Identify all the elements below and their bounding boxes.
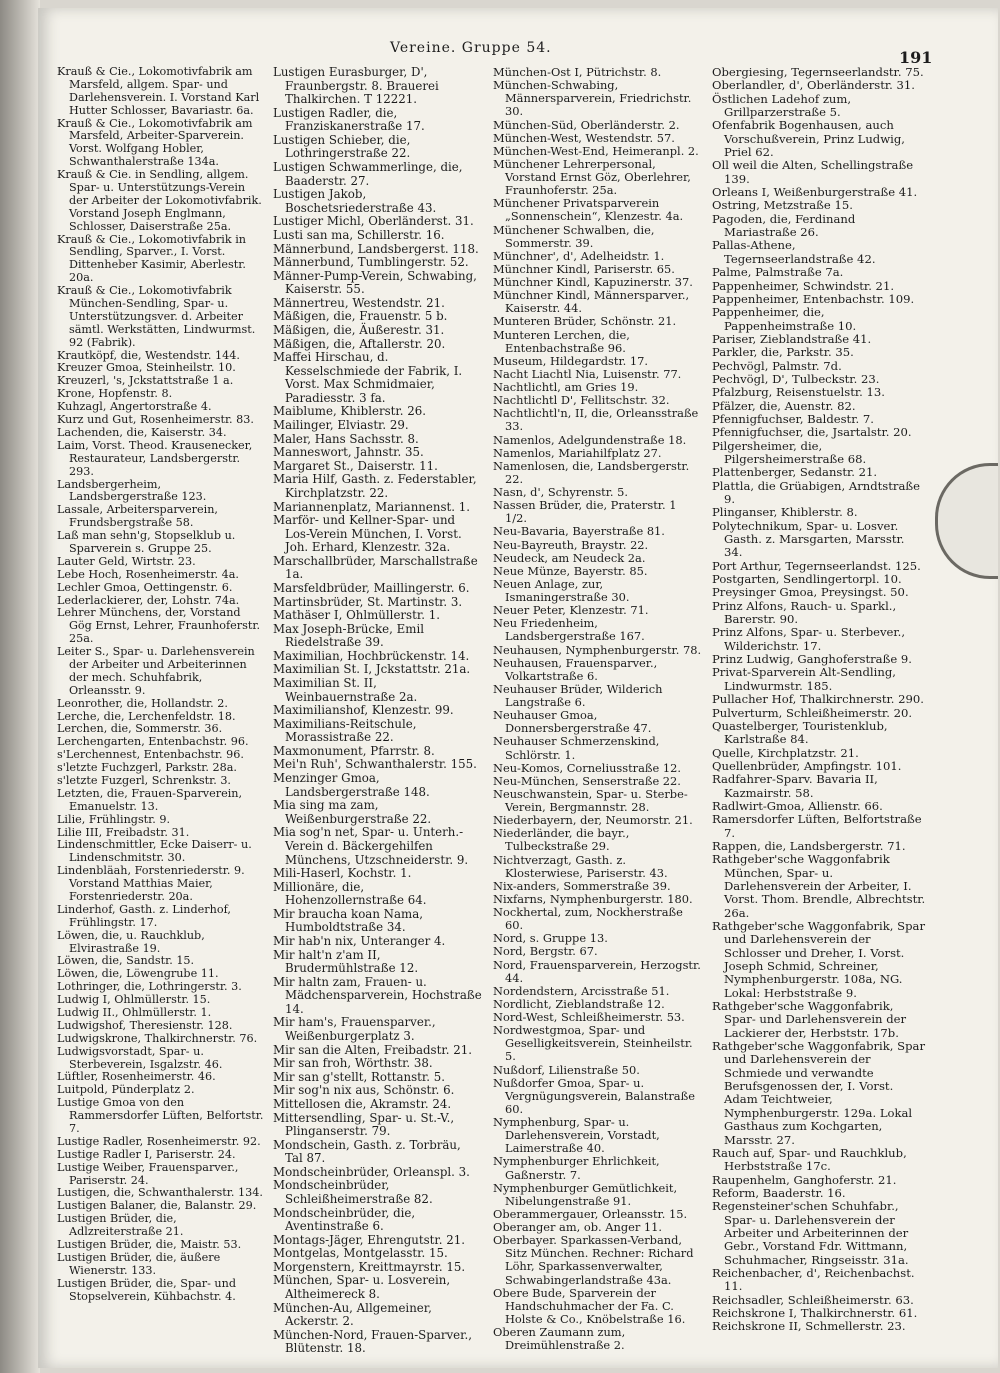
directory-entry: Plinganser, Khiblerstr. 8. bbox=[712, 505, 858, 520]
directory-entry: Neuhauser Brüder, Wilderich Langstraße 6. bbox=[493, 681, 663, 709]
directory-entry: Namenlos, Mariahilfplatz 27. bbox=[493, 445, 662, 460]
directory-entry: Pfälzer, die, Auenstr. 82. bbox=[712, 398, 856, 413]
directory-entry: Nasn, d', Schyrenstr. 5. bbox=[493, 485, 629, 499]
directory-entry: Maximilians-Reitschule, Morassistraße 22. bbox=[273, 716, 417, 745]
directory-entry: Leiter S., Spar- u. Darlehensverein der Arbeiter und Arbeiterinnen der mech. Schuhfabrik, Orleansstr. 9. bbox=[57, 645, 255, 697]
directory-entry: Plattenberger, Sedanstr. 21. bbox=[712, 465, 878, 480]
column-1 bbox=[57, 66, 264, 1304]
directory-entry: Krone, Hopfenstr. 8. bbox=[57, 387, 173, 401]
directory-entry: Quastelberger, Touristenklub, Karlstraße 84. bbox=[712, 718, 888, 747]
directory-entry: Männerbund, Landsbergerst. 118. bbox=[273, 241, 479, 256]
directory-entry: Pappenheimer, die, Pappenheimstraße 10. bbox=[712, 305, 857, 333]
directory-entry: Mariannenplatz, Mariannenst. 1. bbox=[273, 499, 471, 514]
directory-entry: Orleans I, Weißenburgerstraße 41. bbox=[712, 185, 918, 200]
directory-entry: Lustigen Balaner, die, Balanstr. 29. bbox=[57, 1199, 257, 1213]
directory-entry: Männerbund, Tumblingerstr. 52. bbox=[273, 255, 469, 270]
directory-entry: Laim, Vorst. Theod. Krausenecker, Restaurateur, Landsbergerstr. 293. bbox=[57, 438, 253, 478]
directory-entry: Reichenbacher, d', Reichenbachst. 11. bbox=[712, 1265, 915, 1294]
directory-entry: s'letzte Fuzgerl, Schrenkstr. 3. bbox=[57, 773, 231, 787]
directory-entry: Mäßigen, die, Äußerestr. 31. bbox=[273, 322, 445, 337]
directory-entry: Pulverturm, Schleißheimerstr. 20. bbox=[712, 705, 913, 720]
directory-entry: Mathäser I, Ohlmüllerstr. 1. bbox=[273, 608, 440, 623]
directory-entry: Maxmonument, Pfarrstr. 8. bbox=[273, 743, 435, 758]
directory-entry: Neu-Bayreuth, Braystr. 22. bbox=[493, 537, 649, 552]
directory-entry: Nordendstern, Arcisstraße 51. bbox=[493, 983, 670, 998]
directory-entry: Pfennigfuchser, die, Jsartalstr. 20. bbox=[712, 425, 912, 440]
directory-entry: Namenlosen, die, Landsbergerstr. 22. bbox=[493, 458, 690, 486]
directory-entry: Löwen, die, u. Rauchklub, Elvirastraße 19. bbox=[57, 928, 205, 955]
page-number: 191 bbox=[899, 48, 933, 67]
directory-entry: s'Lerchennest, Entenbachstr. 96. bbox=[57, 748, 244, 762]
directory-entry: Nassen Brüder, die, Praterstr. 1 1/2. bbox=[493, 498, 677, 526]
directory-entry: Münchner Kindl, Kapuzinerstr. 37. bbox=[493, 275, 693, 289]
directory-entry: Quelle, Kirchplatzstr. 21. bbox=[712, 745, 859, 760]
directory-entry: Nichtverzagt, Gasth. z. Klosterwiese, Pariserstr. 43. bbox=[493, 852, 668, 880]
directory-entry: Münchener Privatsparverein „Sonnenschein“, Klenzestr. 4a. bbox=[493, 196, 684, 224]
directory-entry: Neue Münze, Bayerstr. 85. bbox=[493, 563, 648, 578]
directory-entry: Maiblume, Khiblerstr. 26. bbox=[273, 404, 427, 419]
directory-entry: Münchner Kindl, Pariserstr. 65. bbox=[493, 261, 675, 276]
directory-entry: Lustige Radler, Rosenheimerstr. 92. bbox=[57, 1134, 261, 1148]
directory-entry: Maximilian St. II, Weinbauernstraße 2a. bbox=[273, 676, 418, 704]
directory-entry: Munteren Lerchen, die, Entenbachstraße 96. bbox=[493, 327, 630, 355]
directory-entry: Lustigen Radler, die, Franziskanerstraße 17. bbox=[273, 105, 425, 134]
directory-entry: Krauß & Cie. in Sendling, allgem. Spar- u. Unterstützungs-Verein der Arbeiter der Lokomotivfabrik. Vorstand Joseph Englmann, Schlosser, Daiserstraße 25a. bbox=[57, 168, 262, 233]
directory-entry: Lilie, Frühlingstr. 9. bbox=[57, 812, 171, 826]
directory-entry: Pariser, Zieblandstraße 41. bbox=[712, 331, 872, 346]
directory-entry: Nußdorfer Gmoa, Spar- u. Vergnügungsverein, Balanstraße 60. bbox=[493, 1075, 695, 1116]
directory-entry: Lustiger Michl, Oberländerst. 31. bbox=[273, 214, 474, 229]
directory-entry: Lachenden, die, Kaiserstr. 34. bbox=[57, 425, 227, 439]
directory-entry: Mondscheinbrüder, Orleanspl. 3. bbox=[273, 1164, 470, 1179]
directory-entry: Kreuzer Gmoa, Steinheilstr. 10. bbox=[57, 361, 236, 375]
directory-entry: Oberlandler, d', Oberländerstr. 31. bbox=[712, 78, 915, 93]
directory-entry: Lustige Weiber, Frauensparver., Pariserstr. 24. bbox=[57, 1160, 239, 1187]
directory-entry: Lustigen Brüder, die, Maistr. 53. bbox=[57, 1238, 242, 1252]
directory-entry: Lüftler, Rosenheimerstr. 46. bbox=[57, 1070, 216, 1084]
directory-entry: München-Ost I, Pütrichstr. 8. bbox=[493, 65, 662, 79]
directory-entry: Raupenhelm, Ganghoferstr. 21. bbox=[712, 1172, 897, 1187]
directory-entry: Lustigen, die, Schwanthalerstr. 134. bbox=[57, 1186, 263, 1200]
directory-entry: Leonrother, die, Hollandstr. 2. bbox=[57, 696, 228, 710]
directory-entry: Lustigen Brüder, die, Adlzreiterstraße 21. bbox=[57, 1212, 184, 1239]
directory-entry: Rathgeber'sche Waggonfabrik, Spar- und Darlehensverein der Lackierer der, Herbststr. 17b. bbox=[712, 999, 907, 1040]
directory-entry: Krautköpf, die, Westendstr. 144. bbox=[57, 348, 240, 362]
directory-entry: Neuhauser Gmoa, Donnersbergerstraße 47. bbox=[493, 708, 652, 736]
directory-entry: Pappenheimer, Entenbachstr. 109. bbox=[712, 291, 915, 306]
directory-entry: Ramersdorfer Lüften, Belfortstraße 7. bbox=[712, 812, 922, 840]
directory-entry: Palme, Palmstraße 7a. bbox=[712, 265, 844, 280]
directory-entry: Lustige Radler I, Pariserstr. 24. bbox=[57, 1147, 236, 1161]
binder-clip bbox=[935, 463, 998, 579]
directory-entry: Maximilian, Hochbrückenstr. 14. bbox=[273, 648, 470, 663]
directory-entry: Lauter Geld, Wirtstr. 23. bbox=[57, 554, 196, 568]
directory-entry: Nacht Liachtl Nia, Luisenstr. 77. bbox=[493, 366, 682, 381]
directory-entry: Quellenbrüder, Ampfingstr. 101. bbox=[712, 758, 902, 773]
directory-entry: Mia sog'n net, Spar- u. Unterh.-Verein d. Bäckergehilfen Münchens, Utzschneiderstr. 9. bbox=[273, 825, 469, 867]
directory-entry: Reichsadler, Schleißheimerstr. 63. bbox=[712, 1292, 914, 1307]
directory-entry: Reichskrone I, Thalkirchnerstr. 61. bbox=[712, 1305, 918, 1320]
directory-entry: Männer-Pump-Verein, Schwabing, Kaiserstr. 55. bbox=[273, 268, 477, 297]
directory-entry: München-Au, Allgemeiner, Ackerstr. 2. bbox=[273, 1300, 432, 1329]
directory-entry: Lindenbläah, Forstenriederstr. 9. Vorstand Matthias Maier, Forstenriederstr. 20a. bbox=[57, 864, 245, 903]
directory-entry: Oll weil die Alten, Schellingstraße 139. bbox=[712, 158, 914, 186]
directory-entry: München-West-End, Heimeranpl. 2. bbox=[493, 143, 699, 158]
directory-entry: Mia sing ma zam, Weißenburgerstraße 22. bbox=[273, 798, 432, 826]
directory-entry: Löwen, die, Sandstr. 15. bbox=[57, 954, 195, 968]
directory-entry: Laß man sehn'g, Stopselklub u. Sparverein s. Gruppe 25. bbox=[57, 529, 236, 555]
directory-entry: Mäßigen, die, Frauenstr. 5 b. bbox=[273, 309, 448, 324]
column-4 bbox=[712, 66, 926, 1334]
page-header: Vereine. Gruppe 54. bbox=[390, 40, 552, 56]
directory-entry: Millionäre, die, Hohenzollernstraße 64. bbox=[273, 879, 427, 908]
directory-entry: Männertreu, Westendstr. 21. bbox=[273, 295, 445, 310]
previous-page-edge bbox=[0, 0, 40, 1373]
directory-entry: Parkler, die, Parkstr. 35. bbox=[712, 345, 854, 360]
directory-entry: Pfennigfuchser, Baldestr. 7. bbox=[712, 411, 874, 426]
directory-entry: Nordwestgmoa, Spar- und Geselligkeitsverein, Steinheilstr. 5. bbox=[493, 1023, 693, 1064]
directory-entry: Radfahrer-Sparv. Bavaria II, Kazmairstr. 58. bbox=[712, 772, 878, 800]
directory-entry: Nord, Bergstr. 67. bbox=[493, 944, 598, 959]
directory-entry: Kuhzagl, Angertorstraße 4. bbox=[57, 400, 212, 414]
directory-entry: Prinz Alfons, Rauch- u. Sparkl., Barerstr. 90. bbox=[712, 598, 897, 627]
directory-entry: Lerchen, die, Sommerstr. 36. bbox=[57, 722, 223, 736]
directory-entry: Pilgersheimer, die, Pilgersheimerstraße 68. bbox=[712, 438, 867, 466]
directory-entry: Löwen, die, Löwengrube 11. bbox=[57, 967, 219, 981]
directory-entry: Obere Bude, Sparverein der Handschuhmacher der Fa. C. Holste & Co., Knöbelstraße 16. bbox=[493, 1285, 686, 1326]
directory-entry: Mir san froh, Wörthstr. 38. bbox=[273, 1056, 433, 1071]
directory-entry: Postgarten, Sendlingertorpl. 10. bbox=[712, 572, 902, 587]
directory-entry: Krauß & Cie., Lokomotivfabrik München-Sendling, Spar- u. Unterstützungsver. d. Arbeiter sämtl. Werkstätten, Lindwurmst. 92 (Fabrik). bbox=[57, 284, 256, 349]
directory-entry: Nockhertal, zum, Nockherstraße 60. bbox=[493, 905, 683, 933]
directory-entry: Martinsbrüder, St. Martinstr. 3. bbox=[273, 594, 463, 609]
directory-entry: Letzten, die, Frauen-Sparverein, Emanuelstr. 13. bbox=[57, 786, 243, 813]
directory-entry: Lassale, Arbeitersparverein, Frundsbergstraße 58. bbox=[57, 503, 218, 530]
directory-entry: Lindenschmittler, Ecke Daiserr- u. Lindenschmitstr. 30. bbox=[57, 838, 252, 865]
directory-entry: Nachtlichtl D', Fellitschstr. 32. bbox=[493, 393, 670, 408]
directory-entry: Lebe Hoch, Rosenheimerstr. 4a. bbox=[57, 567, 239, 581]
directory-entry: Krauß & Cie., Lokomotivfabrik am Marsfeld, Arbeiter-Sparverein. Vorst. Wolfgang Hobler, Schwanthalerstraße 134a. bbox=[57, 116, 253, 169]
directory-entry: Lustigen Eurasburger, D', Fraunbergstr. 8. Brauerei Thalkirchen. T 12221. bbox=[273, 65, 439, 107]
directory-entry: Marför- und Kellner-Spar- und Los-Verein München, I. Vorst. Joh. Erhard, Klenzestr. 32a. bbox=[273, 513, 462, 555]
directory-entry: Lustigen Schieber, die, Lothringerstraße 22. bbox=[273, 132, 411, 161]
directory-entry: Landsbergerheim, Landsbergerstraße 123. bbox=[57, 477, 207, 504]
directory-entry: Max Joseph-Brücke, Emil Riedelstraße 39. bbox=[273, 621, 425, 650]
directory-entry: Nymphenburg, Spar- u. Darlehensverein, Vorstadt, Laimerstraße 40. bbox=[493, 1115, 660, 1156]
directory-entry: Nix-anders, Sommerstraße 39. bbox=[493, 878, 671, 893]
directory-entry: Prinz Ludwig, Ganghoferstraße 9. bbox=[712, 652, 912, 667]
directory-entry: Münchner', d', Adelheidstr. 1. bbox=[493, 248, 665, 263]
directory-entry: Neu-München, Senserstraße 22. bbox=[493, 773, 681, 788]
directory-entry: München, Spar- u. Losverein, Altheimereck 8. bbox=[273, 1273, 451, 1302]
directory-entry: Preysinger Gmoa, Preysingst. 50. bbox=[712, 585, 909, 600]
directory-entry: Pfalzburg, Reisenstuelstr. 13. bbox=[712, 385, 885, 400]
directory-entry: Mir haltn zam, Frauen- u. Mädchensparverein, Hochstraße 14. bbox=[273, 974, 482, 1016]
directory-entry: Museum, Hildegardstr. 17. bbox=[493, 353, 649, 368]
directory-entry: Oberbayer. Sparkassen-Verband, Sitz München. Rechner: Richard Löhr, Sparkassenverwalter, Schwabingerlandstraße 43a. bbox=[493, 1233, 694, 1287]
directory-entry: Neudeck, am Neudeck 2a. bbox=[493, 550, 646, 565]
directory-entry: Mili-Haserl, Kochstr. 1. bbox=[273, 866, 412, 881]
directory-entry: Rappen, die, Landsbergerstr. 71. bbox=[712, 838, 906, 853]
directory-entry: Münchener Schwalben, die, Sommerstr. 39. bbox=[493, 222, 655, 250]
directory-entry: Mir halt'n z'am II, Brudermühlstraße 12. bbox=[273, 947, 419, 976]
directory-entry: Nymphenburger Ehrlichkeit, Gaßnerstr. 7. bbox=[493, 1154, 660, 1182]
directory-entry: Rathgeber'sche Waggonfabrik, Spar und Darlehensverein der Schmiede und verwandte Berufsgenossen der, I. Vorst. Adam Teichtweier, Nymphenburgerstr. 129a. Lokal Gasthaus zum Kochgarten, Marsstr. 27. bbox=[712, 1039, 925, 1147]
directory-entry: Nachtlichtl'n, II, die, Orleansstraße 33. bbox=[493, 406, 699, 434]
directory-entry: Lerche, die, Lerchenfeldstr. 18. bbox=[57, 709, 236, 723]
directory-entry: Ostring, Metzstraße 15. bbox=[712, 198, 853, 213]
directory-entry: Margaret St., Daiserstr. 11. bbox=[273, 458, 438, 473]
directory-entry: Pullacher Hof, Thalkirchnerstr. 290. bbox=[712, 692, 924, 707]
directory-entry: Neu-Komos, Corneliusstraße 12. bbox=[493, 760, 682, 775]
directory-entry: Oberanger am, ob. Anger 11. bbox=[493, 1220, 663, 1234]
directory-entry: Neuhausen, Frauensparver., Volkartstraße 6. bbox=[493, 655, 658, 683]
directory-entry: Pappenheimer, Schwindstr. 21. bbox=[712, 278, 894, 293]
directory-entry: Pagoden, die, Ferdinand Mariastraße 26. bbox=[712, 211, 856, 240]
directory-entry: München-Süd, Oberländerstr. 2. bbox=[493, 117, 680, 132]
directory-entry: Neuhauser Schmerzenskind, Schlörstr. 1. bbox=[493, 734, 660, 762]
directory-entry: Niederbayern, der, Neumorstr. 21. bbox=[493, 813, 693, 828]
directory-entry: Mir ham's, Frauensparver., Weißenburgerplatz 3. bbox=[273, 1015, 436, 1044]
directory-entry: Maximilianshof, Klenzestr. 99. bbox=[273, 703, 454, 718]
directory-entry: Pechvögl, D', Tulbeckstr. 23. bbox=[712, 371, 880, 386]
directory-entry: Maffei Hirschau, d. Kesselschmiede der Fabrik, I. Vorst. Max Schmidmaier, Paradiesstr. 3 fa. bbox=[273, 350, 463, 405]
directory-entry: München-West, Westendstr. 57. bbox=[493, 130, 675, 145]
directory-entry: Ofenfabrik Bogenhausen, auch Vorschußverein, Prinz Ludwig, Priel 62. bbox=[712, 118, 905, 160]
directory-entry: Mäßigen, die, Aftallerstr. 20. bbox=[273, 336, 446, 351]
directory-entry: Neuen Anlage, zur, Ismaningerstraße 30. bbox=[493, 576, 630, 604]
directory-entry: Privat-Sparverein Alt-Sendling, Lindwurmstr. 185. bbox=[712, 665, 896, 693]
directory-entry: Östlichen Ladehof zum, Grillparzerstraße 5. bbox=[712, 91, 852, 120]
directory-entry: Reichskrone II, Schmellerstr. 23. bbox=[712, 1319, 906, 1334]
directory-entry: Reform, Baaderstr. 16. bbox=[712, 1185, 846, 1200]
directory-entry: Prinz Alfons, Spar- u. Sterbever., Wilderichstr. 17. bbox=[712, 625, 906, 653]
directory-entry: Port Arthur, Tegernseerlandst. 125. bbox=[712, 558, 921, 573]
directory-entry: Niederländer, die bayr., Tulbeckstraße 29. bbox=[493, 826, 630, 854]
directory-entry: s'letzte Fuchzgerl, Parkstr. 28a. bbox=[57, 761, 237, 775]
directory-entry: Münchner Kindl, Männersparver., Kaiserstr. 44. bbox=[493, 288, 690, 316]
directory-entry: München-Nord, Frauen-Sparver., Blütenstr. 18. bbox=[273, 1327, 472, 1356]
directory-entry: Lustige Gmoa von den Rammersdorfer Lüften, Belfortstr. 7. bbox=[57, 1096, 264, 1136]
column-2 bbox=[273, 66, 482, 1356]
directory-entry: Ludwig II., Ohlmüllerstr. 1. bbox=[57, 1006, 212, 1020]
directory-entry: Munteren Brüder, Schönstr. 21. bbox=[493, 314, 677, 329]
directory-entry: Montags-Jäger, Ehrengutstr. 21. bbox=[273, 1232, 465, 1247]
directory-entry: Rauch auf, Spar- und Rauchklub, Herbststraße 17c. bbox=[712, 1145, 907, 1174]
directory-entry: Neu Friedenheim, Landsbergerstraße 167. bbox=[493, 616, 645, 644]
directory-entry: Mir san g'stellt, Rottanstr. 5. bbox=[273, 1069, 446, 1084]
directory-entry: Mir sog'n nix aus, Schönstr. 6. bbox=[273, 1083, 455, 1098]
directory-entry: Maximilian St. I, Jckstattstr. 21a. bbox=[273, 662, 471, 677]
directory-entry: Mondscheinbrüder, die, Aventinstraße 6. bbox=[273, 1205, 416, 1234]
directory-entry: Lerchengarten, Entenbachstr. 96. bbox=[57, 735, 249, 749]
directory-entry: Münchener Lehrerpersonal, Vorstand Ernst Göz, Oberlehrer, Fraunhoferstr. 25a. bbox=[493, 156, 691, 198]
directory-entry: Ludwigsvorstadt, Spar- u. Sterbeverein, Isgalzstr. 46. bbox=[57, 1044, 223, 1071]
column-3 bbox=[493, 66, 702, 1352]
directory-entry: Mondscheinbrüder, Schleißheimerstraße 82. bbox=[273, 1178, 433, 1206]
directory-entry: Mir hab'n nix, Unteranger 4. bbox=[273, 934, 446, 948]
directory-entry: Lustigen Jakob, Boschetsriederstraße 43. bbox=[273, 187, 437, 215]
directory-entry: Nordlicht, Zieblandstraße 12. bbox=[493, 996, 665, 1011]
directory-entry: Rathgeber'sche Waggonfabrik München, Spar- u. Darlehensverein der Arbeiter, I. Vorst. Thom. Brendle, Albrechtstr. 26a. bbox=[712, 852, 926, 920]
directory-entry: Lusti san ma, Schillerstr. 16. bbox=[273, 227, 445, 242]
directory-entry: Neuschwanstein, Spar- u. Sterbe-Verein, Bergmannstr. 28. bbox=[493, 786, 688, 814]
directory-entry: Krauß & Cie., Lokomotivfabrik am Marsfeld, allgem. Spar- und Darlehensverein. I. Vorstand Karl Hutter Schlosser, Bavariastr. 6a. bbox=[57, 65, 260, 117]
directory-entry: Lehrer Münchens, der, Vorstand Gög Ernst, Lehrer, Fraunhoferstr. 25a. bbox=[57, 606, 261, 646]
directory-entry: Ludwigshof, Theresienstr. 128. bbox=[57, 1018, 233, 1032]
directory-entry: Morgenstern, Kreittmayrstr. 15. bbox=[273, 1259, 466, 1274]
directory-entry: Manneswort, Jahnstr. 35. bbox=[273, 445, 424, 460]
directory-entry: Nymphenburger Gemütlichkeit, Nibelungenstraße 91. bbox=[493, 1180, 678, 1208]
directory-entry: Kurz und Gut, Rosenheimerstr. 83. bbox=[57, 413, 254, 427]
directory-entry: Linderhof, Gasth. z. Linderhof, Frühlingstr. 17. bbox=[57, 902, 231, 929]
directory-entry: Polytechnikum, Spar- u. Losver. Gasth. z. Marsgarten, Marsstr. 34. bbox=[712, 518, 905, 560]
directory-entry: Nußdorf, Lilienstraße 50. bbox=[493, 1062, 640, 1077]
directory-entry: Luitpold, Pünderplatz 2. bbox=[57, 1083, 195, 1097]
directory-entry: Nord, Frauensparverein, Herzogstr. 44. bbox=[493, 957, 701, 985]
directory-entry: Neuer Peter, Klenzestr. 71. bbox=[493, 603, 649, 618]
directory-entry: Lustigen Schwammerlinge, die, Baaderstr. 27. bbox=[273, 160, 463, 188]
directory-entry: Oberen Zaumann zum, Dreimühlenstraße 2. bbox=[493, 1325, 626, 1353]
directory-entry: Mei'n Ruh', Schwanthalerstr. 155. bbox=[273, 757, 477, 772]
directory-entry: Regensteiner'schen Schuhfabr., Spar- u. Darlehensverein der Arbeiter und Arbeiterinnen der Gebr., Vorstand Fdr. Wittmann, Schuhmacher, Ringseisstr. 31a. bbox=[712, 1199, 909, 1267]
directory-entry: Nachtlichtl, am Gries 19. bbox=[493, 380, 639, 394]
directory-entry: Neuhausen, Nymphenburgerstr. 78. bbox=[493, 642, 702, 657]
directory-entry: Mir braucha koan Nama, Humboldtstraße 34. bbox=[273, 906, 424, 935]
directory-entry: Lechler Gmoa, Oettingenstr. 6. bbox=[57, 580, 233, 594]
directory-entry: Lustigen Brüder, die, Spar- und Stopselverein, Kühbachstr. 4. bbox=[57, 1276, 237, 1303]
directory-entry: Menzinger Gmoa, Landsbergerstraße 148. bbox=[273, 771, 430, 799]
directory-entry: Maria Hilf, Gasth. z. Federstabler, Kirchplatzstr. 22. bbox=[273, 472, 477, 500]
directory-entry: Pechvögl, Palmstr. 7d. bbox=[712, 358, 842, 373]
directory-entry: München-Schwabing, Männersparverein, Friedrichstr. 30. bbox=[493, 78, 692, 119]
directory-entry: Neu-Bavaria, Bayerstraße 81. bbox=[493, 524, 665, 539]
directory-entry: Maler, Hans Sachsstr. 8. bbox=[273, 431, 419, 446]
directory-entry: Pallas-Athene, Tegernseerlandstraße 42. bbox=[712, 238, 876, 266]
directory-entry: Namenlos, Adelgundenstraße 18. bbox=[493, 432, 687, 447]
directory-entry: Mittellosen die, Akramstr. 24. bbox=[273, 1096, 452, 1111]
directory-entry: Lustigen Brüder, die, äußere Wienerstr. 133. bbox=[57, 1250, 221, 1277]
directory-entry: Mailinger, Elviastr. 29. bbox=[273, 418, 409, 433]
directory-entry: Nord, s. Gruppe 13. bbox=[493, 931, 608, 946]
directory-entry: Ludwigskrone, Thalkirchnerstr. 76. bbox=[57, 1031, 258, 1045]
directory-entry: Mondschein, Gasth. z. Torbräu, Tal 87. bbox=[273, 1137, 461, 1166]
directory-entry: Nixfarns, Nymphenburgerstr. 180. bbox=[493, 891, 693, 906]
directory-entry: Lederlackierer, der, Lohstr. 74a. bbox=[57, 593, 240, 607]
directory-entry: Rathgeber'sche Waggonfabrik, Spar und Darlehensverein der Schlosser und Dreher, I. Vorst. Joseph Schmid, Schreiner, Nymphenburgerstr. 108a, NG. Lokal: Herbststraße 9. bbox=[712, 919, 925, 1000]
directory-entry: Radlwirt-Gmoa, Allienstr. 66. bbox=[712, 798, 883, 813]
directory-entry: Marschallbrüder, Marschallstraße 1a. bbox=[273, 553, 478, 582]
directory-entry: Krauß & Cie., Lokomotivfabrik in Sendling, Sparver., I. Vorst. Dittenheber Kasimir, Aberlestr. 20a. bbox=[57, 232, 246, 285]
directory-entry: Marsfeldbrüder, Maillingerstr. 6. bbox=[273, 580, 470, 595]
directory-entry: Mittersendling, Spar- u. St.-V., Plinganserstr. 79. bbox=[273, 1110, 455, 1139]
directory-entry: Ludwig I, Ohlmüllerstr. 15. bbox=[57, 993, 211, 1007]
directory-entry: Obergiesing, Tegernseerlandstr. 75. bbox=[712, 65, 924, 79]
directory-entry: Montgelas, Montgelasstr. 15. bbox=[273, 1246, 448, 1261]
directory-entry: Plattla, die Grüabigen, Arndtstraße 9. bbox=[712, 478, 920, 506]
directory-entry: Oberammergauer, Orleansstr. 15. bbox=[493, 1206, 688, 1221]
directory-entry: Kreuzerl, 's, Jckstattstraße 1 a. bbox=[57, 374, 234, 388]
directory-entry: Lothringer, die, Lothringerstr. 3. bbox=[57, 980, 242, 994]
directory-entry: Nord-West, Schleißheimerstr. 53. bbox=[493, 1010, 685, 1024]
directory-entry: Mir san die Alten, Freibadstr. 21. bbox=[273, 1042, 472, 1057]
directory-entry: Lilie III, Freibadstr. 31. bbox=[57, 825, 190, 839]
